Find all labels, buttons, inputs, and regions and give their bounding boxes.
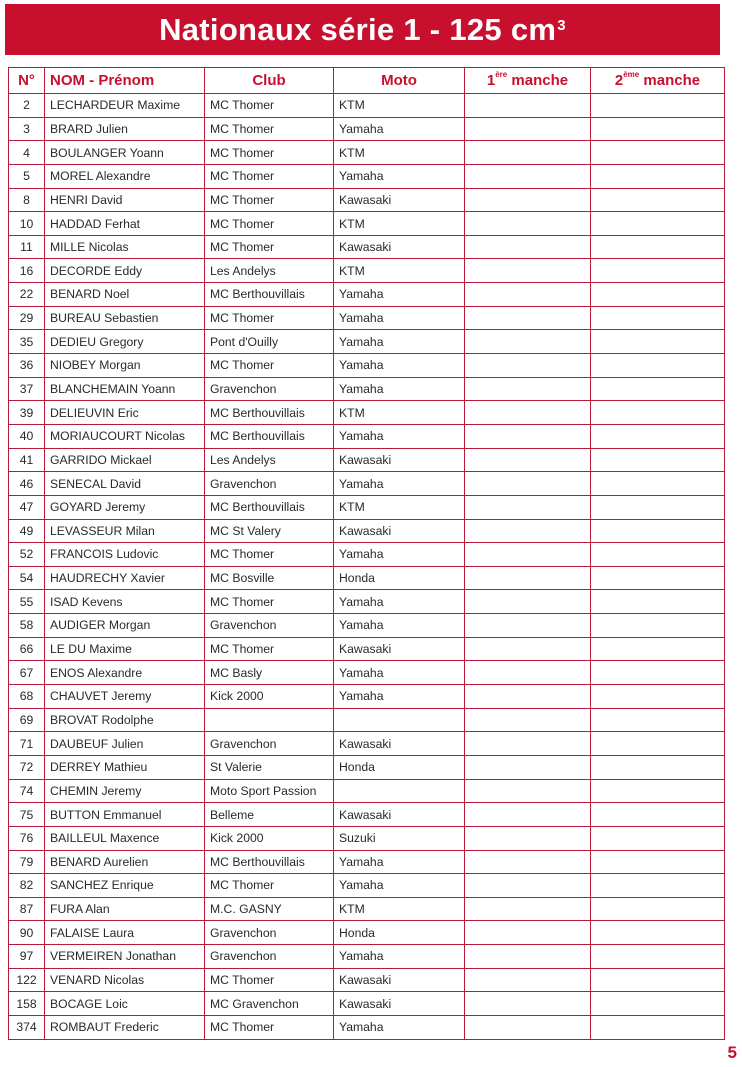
cell-club: MC Thomer bbox=[205, 354, 334, 378]
cell-round-2 bbox=[591, 259, 725, 283]
table-row bbox=[9, 377, 725, 401]
cell-round-1 bbox=[465, 685, 591, 709]
cell-round-2 bbox=[591, 519, 725, 543]
cell-round-1 bbox=[465, 732, 591, 756]
cell-round-1 bbox=[465, 448, 591, 472]
table-row bbox=[9, 472, 725, 496]
cell-number: 2 bbox=[9, 94, 45, 118]
page-title bbox=[5, 4, 720, 55]
cell-moto: Yamaha bbox=[334, 850, 465, 874]
header-round-2-suffix: ème bbox=[623, 70, 640, 79]
header-club: Club bbox=[205, 68, 334, 94]
table-row bbox=[9, 212, 725, 236]
cell-club: MC Berthouvillais bbox=[205, 424, 334, 448]
cell-club: MC Thomer bbox=[205, 94, 334, 118]
cell-club: Les Andelys bbox=[205, 259, 334, 283]
table-row bbox=[9, 850, 725, 874]
table-row bbox=[9, 779, 725, 803]
cell-moto: Yamaha bbox=[334, 874, 465, 898]
cell-moto: KTM bbox=[334, 401, 465, 425]
cell-round-1 bbox=[465, 590, 591, 614]
cell-moto: Kawasaki bbox=[334, 235, 465, 259]
cell-moto: Yamaha bbox=[334, 661, 465, 685]
cell-round-1 bbox=[465, 945, 591, 969]
cell-round-1 bbox=[465, 826, 591, 850]
cell-name: DEDIEU Gregory bbox=[45, 330, 205, 354]
table-row bbox=[9, 448, 725, 472]
cell-name: BENARD Noel bbox=[45, 283, 205, 307]
cell-number: 90 bbox=[9, 921, 45, 945]
cell-round-1 bbox=[465, 637, 591, 661]
cell-moto bbox=[334, 779, 465, 803]
cell-round-1 bbox=[465, 354, 591, 378]
table-row bbox=[9, 306, 725, 330]
cell-round-2 bbox=[591, 448, 725, 472]
cell-club: Gravenchon bbox=[205, 472, 334, 496]
cell-round-2 bbox=[591, 874, 725, 898]
cell-round-2 bbox=[591, 921, 725, 945]
cell-number: 11 bbox=[9, 235, 45, 259]
table-row bbox=[9, 164, 725, 188]
cell-round-1 bbox=[465, 755, 591, 779]
cell-round-1 bbox=[465, 401, 591, 425]
table-row bbox=[9, 992, 725, 1016]
cell-name: CHEMIN Jeremy bbox=[45, 779, 205, 803]
cell-number: 79 bbox=[9, 850, 45, 874]
cell-number: 16 bbox=[9, 259, 45, 283]
cell-round-2 bbox=[591, 164, 725, 188]
cell-moto: Yamaha bbox=[334, 543, 465, 567]
cell-number: 69 bbox=[9, 708, 45, 732]
table-row bbox=[9, 543, 725, 567]
table-row bbox=[9, 874, 725, 898]
header-number: N° bbox=[9, 68, 45, 94]
cell-round-1 bbox=[465, 94, 591, 118]
cell-moto: Yamaha bbox=[334, 945, 465, 969]
cell-name: HENRI David bbox=[45, 188, 205, 212]
cell-round-1 bbox=[465, 330, 591, 354]
cell-round-1 bbox=[465, 614, 591, 638]
cell-name: NIOBEY Morgan bbox=[45, 354, 205, 378]
cell-club: MC Berthouvillais bbox=[205, 283, 334, 307]
cell-round-2 bbox=[591, 826, 725, 850]
cell-round-2 bbox=[591, 401, 725, 425]
cell-club: MC Berthouvillais bbox=[205, 495, 334, 519]
cell-round-2 bbox=[591, 330, 725, 354]
cell-round-1 bbox=[465, 661, 591, 685]
cell-round-2 bbox=[591, 283, 725, 307]
cell-round-2 bbox=[591, 614, 725, 638]
cell-round-1 bbox=[465, 992, 591, 1016]
cell-round-1 bbox=[465, 897, 591, 921]
cell-club: MC Bosville bbox=[205, 566, 334, 590]
cell-name: BUREAU Sebastien bbox=[45, 306, 205, 330]
table-row bbox=[9, 566, 725, 590]
cell-round-2 bbox=[591, 495, 725, 519]
cell-club: Les Andelys bbox=[205, 448, 334, 472]
cell-name: SANCHEZ Enrique bbox=[45, 874, 205, 898]
cell-round-2 bbox=[591, 637, 725, 661]
cell-club: MC Thomer bbox=[205, 543, 334, 567]
cell-number: 29 bbox=[9, 306, 45, 330]
cell-round-2 bbox=[591, 897, 725, 921]
cell-round-2 bbox=[591, 992, 725, 1016]
cell-club: MC Thomer bbox=[205, 235, 334, 259]
cell-round-2 bbox=[591, 424, 725, 448]
cell-moto: Kawasaki bbox=[334, 732, 465, 756]
table-row bbox=[9, 424, 725, 448]
cell-moto: Kawasaki bbox=[334, 637, 465, 661]
cell-moto: Honda bbox=[334, 755, 465, 779]
cell-moto: Yamaha bbox=[334, 306, 465, 330]
cell-round-1 bbox=[465, 377, 591, 401]
cell-round-2 bbox=[591, 708, 725, 732]
cell-club: Gravenchon bbox=[205, 732, 334, 756]
cell-club: Gravenchon bbox=[205, 614, 334, 638]
cell-round-1 bbox=[465, 495, 591, 519]
cell-round-2 bbox=[591, 235, 725, 259]
cell-moto: Yamaha bbox=[334, 590, 465, 614]
cell-number: 47 bbox=[9, 495, 45, 519]
cell-round-1 bbox=[465, 921, 591, 945]
cell-name: HAUDRECHY Xavier bbox=[45, 566, 205, 590]
header-round-1-suffix: ère bbox=[495, 70, 508, 79]
cell-number: 22 bbox=[9, 283, 45, 307]
cell-club: MC Berthouvillais bbox=[205, 401, 334, 425]
cell-moto: Honda bbox=[334, 566, 465, 590]
cell-name: DELIEUVIN Eric bbox=[45, 401, 205, 425]
riders-table bbox=[8, 67, 725, 1040]
table-row bbox=[9, 826, 725, 850]
cell-number: 158 bbox=[9, 992, 45, 1016]
cell-round-2 bbox=[591, 543, 725, 567]
cell-moto: Yamaha bbox=[334, 424, 465, 448]
cell-round-1 bbox=[465, 803, 591, 827]
cell-number: 3 bbox=[9, 117, 45, 141]
cell-name: ROMBAUT Frederic bbox=[45, 1015, 205, 1039]
cell-name: MORIAUCOURT Nicolas bbox=[45, 424, 205, 448]
cell-round-2 bbox=[591, 945, 725, 969]
cell-moto: Yamaha bbox=[334, 283, 465, 307]
cell-number: 5 bbox=[9, 164, 45, 188]
cell-moto: Suzuki bbox=[334, 826, 465, 850]
cell-round-2 bbox=[591, 212, 725, 236]
cell-moto: KTM bbox=[334, 495, 465, 519]
cell-moto: KTM bbox=[334, 141, 465, 165]
cell-moto: KTM bbox=[334, 897, 465, 921]
cell-name: BENARD Aurelien bbox=[45, 850, 205, 874]
cell-number: 4 bbox=[9, 141, 45, 165]
cell-round-1 bbox=[465, 141, 591, 165]
table-row bbox=[9, 94, 725, 118]
cell-number: 72 bbox=[9, 755, 45, 779]
cell-moto: KTM bbox=[334, 94, 465, 118]
cell-moto: Yamaha bbox=[334, 1015, 465, 1039]
cell-round-1 bbox=[465, 306, 591, 330]
table-row bbox=[9, 755, 725, 779]
table-row bbox=[9, 330, 725, 354]
cell-round-1 bbox=[465, 424, 591, 448]
cell-round-1 bbox=[465, 874, 591, 898]
page-number: 5 bbox=[727, 1043, 737, 1062]
cell-number: 8 bbox=[9, 188, 45, 212]
cell-name: VERMEIREN Jonathan bbox=[45, 945, 205, 969]
cell-name: DERREY Mathieu bbox=[45, 755, 205, 779]
table-row bbox=[9, 188, 725, 212]
cell-club: Kick 2000 bbox=[205, 826, 334, 850]
cell-moto: Kawasaki bbox=[334, 992, 465, 1016]
cell-name: SENECAL David bbox=[45, 472, 205, 496]
cell-number: 76 bbox=[9, 826, 45, 850]
cell-club: MC Thomer bbox=[205, 590, 334, 614]
cell-round-2 bbox=[591, 141, 725, 165]
cell-round-1 bbox=[465, 235, 591, 259]
cell-number: 97 bbox=[9, 945, 45, 969]
cell-moto: Yamaha bbox=[334, 377, 465, 401]
table-row bbox=[9, 495, 725, 519]
cell-number: 55 bbox=[9, 590, 45, 614]
cell-round-2 bbox=[591, 850, 725, 874]
cell-moto: Yamaha bbox=[334, 685, 465, 709]
cell-club: Moto Sport Passion bbox=[205, 779, 334, 803]
cell-club: MC Thomer bbox=[205, 637, 334, 661]
cell-round-2 bbox=[591, 803, 725, 827]
cell-club: MC Thomer bbox=[205, 874, 334, 898]
cell-club: MC Berthouvillais bbox=[205, 850, 334, 874]
cell-round-1 bbox=[465, 164, 591, 188]
table-row bbox=[9, 401, 725, 425]
cell-number: 74 bbox=[9, 779, 45, 803]
table-row bbox=[9, 354, 725, 378]
cell-name: LECHARDEUR Maxime bbox=[45, 94, 205, 118]
cell-name: BLANCHEMAIN Yoann bbox=[45, 377, 205, 401]
header-name: NOM - Prénom bbox=[45, 68, 205, 94]
cell-round-2 bbox=[591, 1015, 725, 1039]
cell-club: Kick 2000 bbox=[205, 685, 334, 709]
cell-number: 87 bbox=[9, 897, 45, 921]
cell-moto: Kawasaki bbox=[334, 803, 465, 827]
cell-number: 374 bbox=[9, 1015, 45, 1039]
cell-number: 68 bbox=[9, 685, 45, 709]
cell-club: M.C. GASNY bbox=[205, 897, 334, 921]
cell-name: BOCAGE Loic bbox=[45, 992, 205, 1016]
cell-round-2 bbox=[591, 779, 725, 803]
cell-round-2 bbox=[591, 968, 725, 992]
header-round-2-word: manche bbox=[639, 72, 701, 89]
cell-name: GARRIDO Mickael bbox=[45, 448, 205, 472]
cell-name: FRANCOIS Ludovic bbox=[45, 543, 205, 567]
cell-club: Pont d'Ouilly bbox=[205, 330, 334, 354]
cell-name: LE DU Maxime bbox=[45, 637, 205, 661]
header-round-1-word: manche bbox=[507, 72, 569, 89]
cell-round-2 bbox=[591, 117, 725, 141]
cell-name: MILLE Nicolas bbox=[45, 235, 205, 259]
cell-number: 58 bbox=[9, 614, 45, 638]
cell-round-1 bbox=[465, 472, 591, 496]
cell-moto: Yamaha bbox=[334, 164, 465, 188]
cell-club: Gravenchon bbox=[205, 377, 334, 401]
cell-name: CHAUVET Jeremy bbox=[45, 685, 205, 709]
cell-name: AUDIGER Morgan bbox=[45, 614, 205, 638]
cell-moto: Kawasaki bbox=[334, 519, 465, 543]
table-row bbox=[9, 732, 725, 756]
cell-name: BUTTON Emmanuel bbox=[45, 803, 205, 827]
table-row bbox=[9, 661, 725, 685]
cell-number: 39 bbox=[9, 401, 45, 425]
header-round-1 bbox=[465, 68, 591, 94]
table-row bbox=[9, 968, 725, 992]
cell-round-1 bbox=[465, 850, 591, 874]
cell-number: 10 bbox=[9, 212, 45, 236]
cell-round-2 bbox=[591, 732, 725, 756]
cell-name: GOYARD Jeremy bbox=[45, 495, 205, 519]
cell-club: MC Thomer bbox=[205, 188, 334, 212]
cell-round-1 bbox=[465, 188, 591, 212]
cell-club: Belleme bbox=[205, 803, 334, 827]
cell-number: 35 bbox=[9, 330, 45, 354]
table-row bbox=[9, 1015, 725, 1039]
cell-number: 75 bbox=[9, 803, 45, 827]
table-row bbox=[9, 945, 725, 969]
cell-round-1 bbox=[465, 212, 591, 236]
cell-moto: Kawasaki bbox=[334, 968, 465, 992]
table-row bbox=[9, 637, 725, 661]
cell-round-1 bbox=[465, 968, 591, 992]
cell-number: 54 bbox=[9, 566, 45, 590]
cell-club: MC Thomer bbox=[205, 968, 334, 992]
cell-round-2 bbox=[591, 755, 725, 779]
cell-number: 41 bbox=[9, 448, 45, 472]
cell-name: MOREL Alexandre bbox=[45, 164, 205, 188]
header-moto: Moto bbox=[334, 68, 465, 94]
header-round-1-number: 1 bbox=[486, 72, 496, 89]
cell-club: Gravenchon bbox=[205, 921, 334, 945]
cell-club: MC Thomer bbox=[205, 306, 334, 330]
cell-round-2 bbox=[591, 377, 725, 401]
cell-name: BAILLEUL Maxence bbox=[45, 826, 205, 850]
cell-round-2 bbox=[591, 590, 725, 614]
cell-moto: Yamaha bbox=[334, 117, 465, 141]
cell-club: MC Thomer bbox=[205, 117, 334, 141]
table-row bbox=[9, 685, 725, 709]
cell-name: HADDAD Ferhat bbox=[45, 212, 205, 236]
table-row bbox=[9, 708, 725, 732]
cell-moto: Kawasaki bbox=[334, 448, 465, 472]
cell-round-2 bbox=[591, 661, 725, 685]
cell-name: BRARD Julien bbox=[45, 117, 205, 141]
cell-round-2 bbox=[591, 188, 725, 212]
cell-name: ENOS Alexandre bbox=[45, 661, 205, 685]
cell-name: ISAD Kevens bbox=[45, 590, 205, 614]
table-row bbox=[9, 283, 725, 307]
cell-number: 71 bbox=[9, 732, 45, 756]
cell-name: FURA Alan bbox=[45, 897, 205, 921]
cell-name: DECORDE Eddy bbox=[45, 259, 205, 283]
cell-moto: Kawasaki bbox=[334, 188, 465, 212]
cell-moto: Honda bbox=[334, 921, 465, 945]
cell-round-1 bbox=[465, 708, 591, 732]
cell-name: LEVASSEUR Milan bbox=[45, 519, 205, 543]
cell-round-1 bbox=[465, 519, 591, 543]
table-row bbox=[9, 614, 725, 638]
cell-round-2 bbox=[591, 472, 725, 496]
table-row bbox=[9, 117, 725, 141]
table-header-row bbox=[9, 68, 725, 94]
cell-number: 66 bbox=[9, 637, 45, 661]
table-row bbox=[9, 803, 725, 827]
cell-club: MC St Valery bbox=[205, 519, 334, 543]
cell-moto: Yamaha bbox=[334, 354, 465, 378]
cell-round-1 bbox=[465, 259, 591, 283]
cell-club: MC Thomer bbox=[205, 164, 334, 188]
table-row bbox=[9, 235, 725, 259]
cell-number: 122 bbox=[9, 968, 45, 992]
cell-number: 52 bbox=[9, 543, 45, 567]
cell-name: VENARD Nicolas bbox=[45, 968, 205, 992]
table-row bbox=[9, 921, 725, 945]
cell-round-1 bbox=[465, 283, 591, 307]
page-title-superscript: 3 bbox=[557, 17, 566, 34]
table-row bbox=[9, 590, 725, 614]
cell-moto bbox=[334, 708, 465, 732]
cell-number: 46 bbox=[9, 472, 45, 496]
cell-round-1 bbox=[465, 543, 591, 567]
cell-round-2 bbox=[591, 685, 725, 709]
table-row bbox=[9, 141, 725, 165]
cell-club: St Valerie bbox=[205, 755, 334, 779]
cell-round-1 bbox=[465, 779, 591, 803]
cell-number: 36 bbox=[9, 354, 45, 378]
cell-round-1 bbox=[465, 117, 591, 141]
cell-number: 49 bbox=[9, 519, 45, 543]
cell-name: DAUBEUF Julien bbox=[45, 732, 205, 756]
cell-club: Gravenchon bbox=[205, 945, 334, 969]
cell-club: MC Thomer bbox=[205, 212, 334, 236]
cell-name: FALAISE Laura bbox=[45, 921, 205, 945]
cell-number: 40 bbox=[9, 424, 45, 448]
cell-number: 37 bbox=[9, 377, 45, 401]
cell-number: 82 bbox=[9, 874, 45, 898]
cell-round-2 bbox=[591, 354, 725, 378]
cell-club bbox=[205, 708, 334, 732]
table-row bbox=[9, 897, 725, 921]
header-round-2-number: 2 bbox=[614, 72, 624, 89]
table-row bbox=[9, 259, 725, 283]
cell-name: BOULANGER Yoann bbox=[45, 141, 205, 165]
cell-club: MC Gravenchon bbox=[205, 992, 334, 1016]
cell-club: MC Thomer bbox=[205, 1015, 334, 1039]
cell-moto: KTM bbox=[334, 259, 465, 283]
cell-name: BROVAT Rodolphe bbox=[45, 708, 205, 732]
cell-moto: Yamaha bbox=[334, 472, 465, 496]
cell-club: MC Basly bbox=[205, 661, 334, 685]
table-row bbox=[9, 519, 725, 543]
cell-round-2 bbox=[591, 94, 725, 118]
cell-moto: Yamaha bbox=[334, 330, 465, 354]
cell-round-1 bbox=[465, 1015, 591, 1039]
cell-moto: Yamaha bbox=[334, 614, 465, 638]
cell-moto: KTM bbox=[334, 212, 465, 236]
cell-club: MC Thomer bbox=[205, 141, 334, 165]
cell-round-1 bbox=[465, 566, 591, 590]
cell-round-2 bbox=[591, 566, 725, 590]
page-title-text: Nationaux série 1 - 125 cm bbox=[159, 11, 557, 47]
cell-number: 67 bbox=[9, 661, 45, 685]
cell-round-2 bbox=[591, 306, 725, 330]
header-round-2 bbox=[591, 68, 725, 94]
